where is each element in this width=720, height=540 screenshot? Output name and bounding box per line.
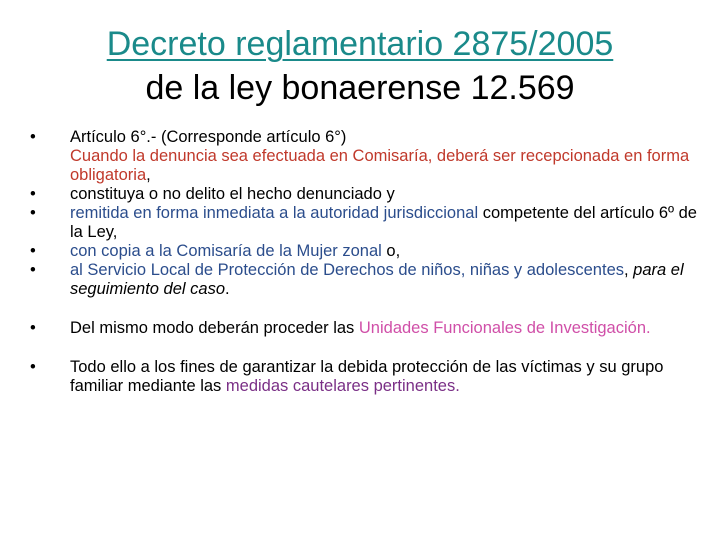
bullet-list — [30, 128, 700, 396]
bullet-icon: • — [30, 261, 36, 279]
denuncia-text: Cuando la denuncia sea efectuada en Comisaría, deberá ser recepcionada en forma obligatoria — [70, 147, 690, 184]
medidas-text: medidas cautelares pertinentes. — [225, 377, 460, 395]
servicio-period: . — [225, 280, 230, 298]
unidades-text: Unidades Funcionales de Investigación. — [358, 319, 651, 337]
comma: , — [146, 166, 151, 184]
title-law: de la ley bonaerense 12.569 — [145, 69, 575, 107]
slide-title — [0, 22, 720, 110]
bullet-servicio-local — [30, 261, 700, 299]
constituya-text: constituya o no delito el hecho denunciado y — [70, 185, 395, 203]
unidades-intro: Del mismo modo deberán proceder las — [70, 319, 359, 337]
servicio-comma: , — [624, 261, 634, 279]
remitida-text: remitida en forma inmediata a la autoridad jurisdiccional — [70, 204, 479, 222]
bullet-icon: • — [30, 358, 36, 376]
seguimiento-text: para el seguimiento del caso — [70, 261, 684, 298]
bullet-icon: • — [30, 319, 36, 337]
article-heading: Artículo 6°.- (Corresponde artículo 6°) — [70, 128, 347, 146]
bullet-remitida — [30, 204, 700, 242]
servicio-local-text: al Servicio Local de Protección de Derechos de niños, niñas y adolescentes — [70, 261, 624, 279]
copia-tail: o, — [381, 242, 401, 260]
bullet-icon: • — [30, 242, 36, 260]
bullet-copia — [30, 242, 700, 261]
bullet-unidades — [30, 319, 700, 338]
bullet-icon: • — [30, 204, 36, 222]
bullet-article-6 — [30, 128, 700, 185]
fines-text: Todo ello a los fines de garantizar la debida protección de las víctimas y su grupo familiar mediante las — [70, 358, 664, 395]
copia-text: con copia a la Comisaría de la Mujer zonal — [70, 242, 382, 260]
bullet-icon: • — [30, 128, 36, 146]
title-decree[interactable]: Decreto reglamentario 2875/2005 — [106, 25, 614, 63]
bullet-constituya — [30, 185, 700, 204]
bullet-icon: • — [30, 185, 36, 203]
bullet-fines — [30, 358, 700, 396]
remitida-tail: competente del artículo 6º de la Ley, — [70, 204, 697, 241]
